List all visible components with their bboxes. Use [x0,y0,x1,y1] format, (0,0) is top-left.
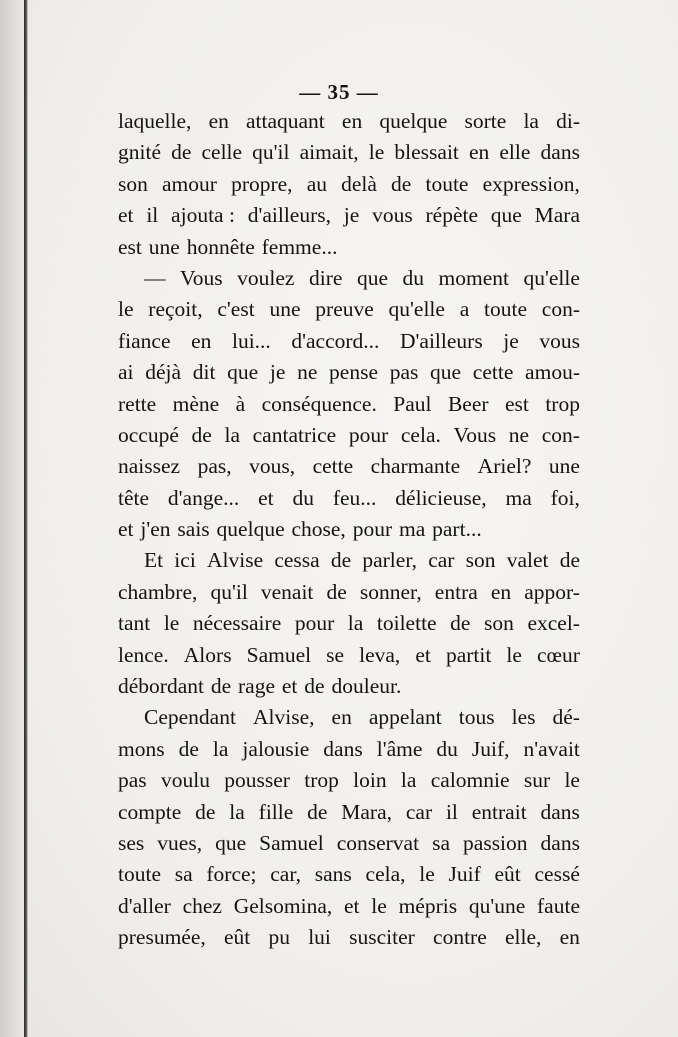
word: ai [118,360,134,385]
word: car [405,799,433,824]
word: douleur. [331,674,402,699]
word: que [215,830,247,855]
word: ma [505,485,532,510]
word: cœur [536,642,580,667]
word: Juif [448,862,481,887]
word: con- [541,297,580,322]
word: Gelsomina, [233,893,333,918]
word: honnête [186,234,255,259]
word: Mara, [341,799,393,824]
word: propre, [231,171,293,196]
word: mons [118,736,165,761]
word: pour [294,611,335,636]
text-line [118,294,580,325]
word: et [281,674,298,699]
text-line [118,137,580,168]
word: excel- [527,611,580,636]
text-line [118,859,580,890]
word: Mara [534,203,580,228]
text-line [118,545,580,576]
word: de [191,422,212,447]
word: toute [484,297,528,322]
word: mépris [398,893,458,918]
word: lence. [118,642,169,667]
word: la [229,799,245,824]
text-line [118,828,580,859]
word: la [523,109,539,133]
word: qu'il [252,140,290,165]
word: pousser [224,768,290,793]
word: que [490,203,522,228]
word: déjà [145,360,182,385]
word: qu'elle [388,297,445,322]
word: rette [118,391,157,416]
text-line [118,577,580,608]
word: et [258,485,274,510]
word: feu... [332,485,377,510]
word: je [269,360,286,385]
word: eût [494,862,521,887]
word: de [304,674,325,699]
word: de [559,548,580,573]
word: a [459,297,470,322]
word: ne [297,360,318,385]
word: ici [174,548,196,573]
word: et [344,893,360,918]
word: sans [314,862,352,887]
word: sorte [464,109,507,133]
word: foi, [550,485,580,510]
word: son [484,611,514,636]
text-line [118,734,580,765]
word: que [430,360,462,385]
word: de [195,799,216,824]
word: de [330,548,352,573]
word: pas [389,360,419,385]
word: quelque [379,109,448,133]
word: la [347,611,364,636]
word: n'avait [523,736,580,761]
word: cantatrice [252,422,337,447]
word: se [326,642,345,667]
word: dans [540,140,580,165]
text-line [118,514,580,545]
word: entra [434,579,478,604]
word: Samuel [246,642,312,667]
text-line [118,797,580,828]
word: de [210,674,232,699]
binding-edge [24,0,28,1037]
word: de [450,611,471,636]
word: — [144,265,166,290]
word: venait [260,579,314,604]
word: et [118,203,134,228]
word: conservat [336,830,420,855]
word: pas, [197,454,232,479]
word: ses [118,830,145,855]
word: preuve [315,297,374,322]
word: pense [329,360,378,385]
word: de [178,736,199,761]
word: attaquant [245,109,325,133]
word: cela, [365,862,406,887]
word: de [171,140,192,165]
word: Alvise [206,548,264,573]
text-line [118,326,580,357]
word: pas [118,768,147,793]
word: au [306,171,327,196]
word: part... [432,517,482,542]
word: nécessaire [192,611,282,636]
word: valet [506,548,549,573]
text-line [118,451,580,482]
word: que [356,265,388,290]
word: le [419,862,435,887]
word: de [326,579,347,604]
word: Juif, [471,736,510,761]
word: amour [162,171,217,196]
word: d'ailleurs, [247,203,331,228]
word: chambre, [118,579,198,604]
page-number: — 35 — [299,80,379,104]
word: ajouta : [171,203,235,228]
word: le [368,140,385,165]
word: en [490,579,512,604]
word: fiance [118,328,171,353]
word: voulez [237,265,295,290]
text-line [118,357,580,388]
word: Vous [453,422,497,447]
word: femme... [261,234,338,259]
word: delà [341,171,377,196]
word: ne [508,422,530,447]
word: tête [118,485,150,510]
word: en [331,705,352,730]
word: son [465,548,496,573]
word: pour [352,517,393,542]
word: expression, [482,171,580,196]
word: reçoit, [148,297,203,322]
word: di- [556,109,580,133]
text-line [118,263,580,294]
word: susciter [349,925,415,950]
word: une [548,454,580,479]
word: rage [238,674,276,699]
word: lui... [231,328,271,353]
word: cessé [534,862,580,887]
text-line [118,608,580,639]
word: de [391,171,412,196]
word: qu'il [210,579,248,604]
word: en [559,925,580,950]
word: j'en [140,517,171,542]
word: d'ange... [167,485,240,510]
word: sur [523,768,551,793]
text-line [118,106,580,137]
word: en [341,109,363,133]
word: compte [118,799,182,824]
word: aimait, [299,140,359,165]
word: je [343,203,360,228]
word: loin [353,768,387,793]
text-line [118,702,580,733]
word: mène [172,391,220,416]
word: toute [118,862,161,887]
word: il [146,203,159,228]
word: entrait [471,799,527,824]
word: du [292,485,314,510]
word: vues, [157,830,203,855]
word: et [415,642,431,667]
word: tant [118,611,151,636]
word: cessa [274,548,320,573]
word: con- [541,422,580,447]
word: leva, [359,642,401,667]
word: fille [258,799,294,824]
word: presumée, [118,925,206,950]
word: Ariel? [477,454,532,479]
word: eût [223,925,251,950]
text-line [118,169,580,200]
word: cette [472,360,514,385]
word: vous [539,328,580,353]
word: toute [425,171,469,196]
word: en [191,328,212,353]
word: de [307,799,328,824]
word: pu [268,925,290,950]
text-line [118,671,580,702]
word: passion [463,830,528,855]
word: naissez [118,454,181,479]
word: que [227,360,259,385]
word: amou- [525,360,580,385]
word: gnité [118,140,161,165]
word: contre [433,925,487,950]
word: quelque [216,517,285,542]
text-line [118,420,580,451]
word: laquelle, [118,109,192,133]
word: et [118,517,134,542]
text-line [118,765,580,796]
word: du [402,265,424,290]
word: qu'elle [523,265,580,290]
word: dans [323,736,363,761]
word: sonner, [359,579,422,604]
word: la [224,422,240,447]
word: elle, [504,925,542,950]
word: lui [308,925,331,950]
word: c'est [217,297,255,322]
text-line [118,200,580,231]
word: est [504,391,529,416]
word: sais [177,517,210,542]
word: trop [304,768,339,793]
word: dans [540,830,580,855]
word: débordant [118,674,204,699]
word: délicieuse, [395,485,487,510]
text-line [118,483,580,514]
word: jalousie [242,736,310,761]
word: la [212,736,229,761]
word: charmante [370,454,461,479]
word: le [371,893,387,918]
word: Beer [447,391,489,416]
word: je [503,328,519,353]
word: l'âme [376,736,423,761]
word: ma [398,517,426,542]
word: il [445,799,458,824]
word: chez [182,893,222,918]
word: pour [348,422,389,447]
word: D'ailleurs [400,328,483,353]
word: toilette [376,611,437,636]
word: Alors [183,642,232,667]
text-line [118,891,580,922]
word: elle [499,140,531,165]
binding-shadow [0,0,24,1037]
word: dire [308,265,343,290]
word: vous, [249,454,296,479]
word: qu'une [468,893,526,918]
word: cela. [400,422,441,447]
word: d'aller [118,893,171,918]
word: appelant [368,705,442,730]
text-line [118,922,580,953]
word: car, [270,862,302,887]
word: sa [174,862,193,887]
word: à [235,391,246,416]
word: moment [438,265,509,290]
word: Vous [180,265,223,290]
word: cette [312,454,354,479]
word: vous [372,203,413,228]
word: chose, [291,517,346,542]
word: les [511,705,536,730]
word: d'accord... [291,328,380,353]
word: occupé [118,422,179,447]
word: dans [540,799,580,824]
word: dit [192,360,216,385]
word: est [118,234,142,259]
word: le [506,642,522,667]
word: partit [445,642,492,667]
word: blessait [394,140,459,165]
word: répète [425,203,479,228]
word: le [118,297,134,322]
word: tous [458,705,495,730]
word: en [208,109,229,133]
word: faute [537,893,580,918]
word: Alvise, [252,705,315,730]
word: trop [545,391,580,416]
word: celle [201,140,243,165]
text-line [118,232,580,263]
word: une [269,297,301,322]
word: du [436,736,458,761]
word: force; [206,862,257,887]
word: une [148,234,180,259]
word: parler, [362,548,418,573]
text-line [118,389,580,420]
word: en [469,140,490,165]
text-line [118,640,580,671]
word: dé- [552,705,580,730]
word: le [163,611,180,636]
word: Paul [393,391,432,416]
word: appor- [524,579,580,604]
word: le [564,768,580,793]
word: Et [144,548,164,573]
word: voulu [160,768,210,793]
word: Cependant [144,705,236,730]
word: la [400,768,417,793]
word: Samuel [259,830,324,855]
word: conséquence. [261,391,377,416]
word: car [428,548,455,573]
word: son [118,171,148,196]
body-text [118,106,580,954]
word: calomnie [430,768,510,793]
word: sa [432,830,451,855]
